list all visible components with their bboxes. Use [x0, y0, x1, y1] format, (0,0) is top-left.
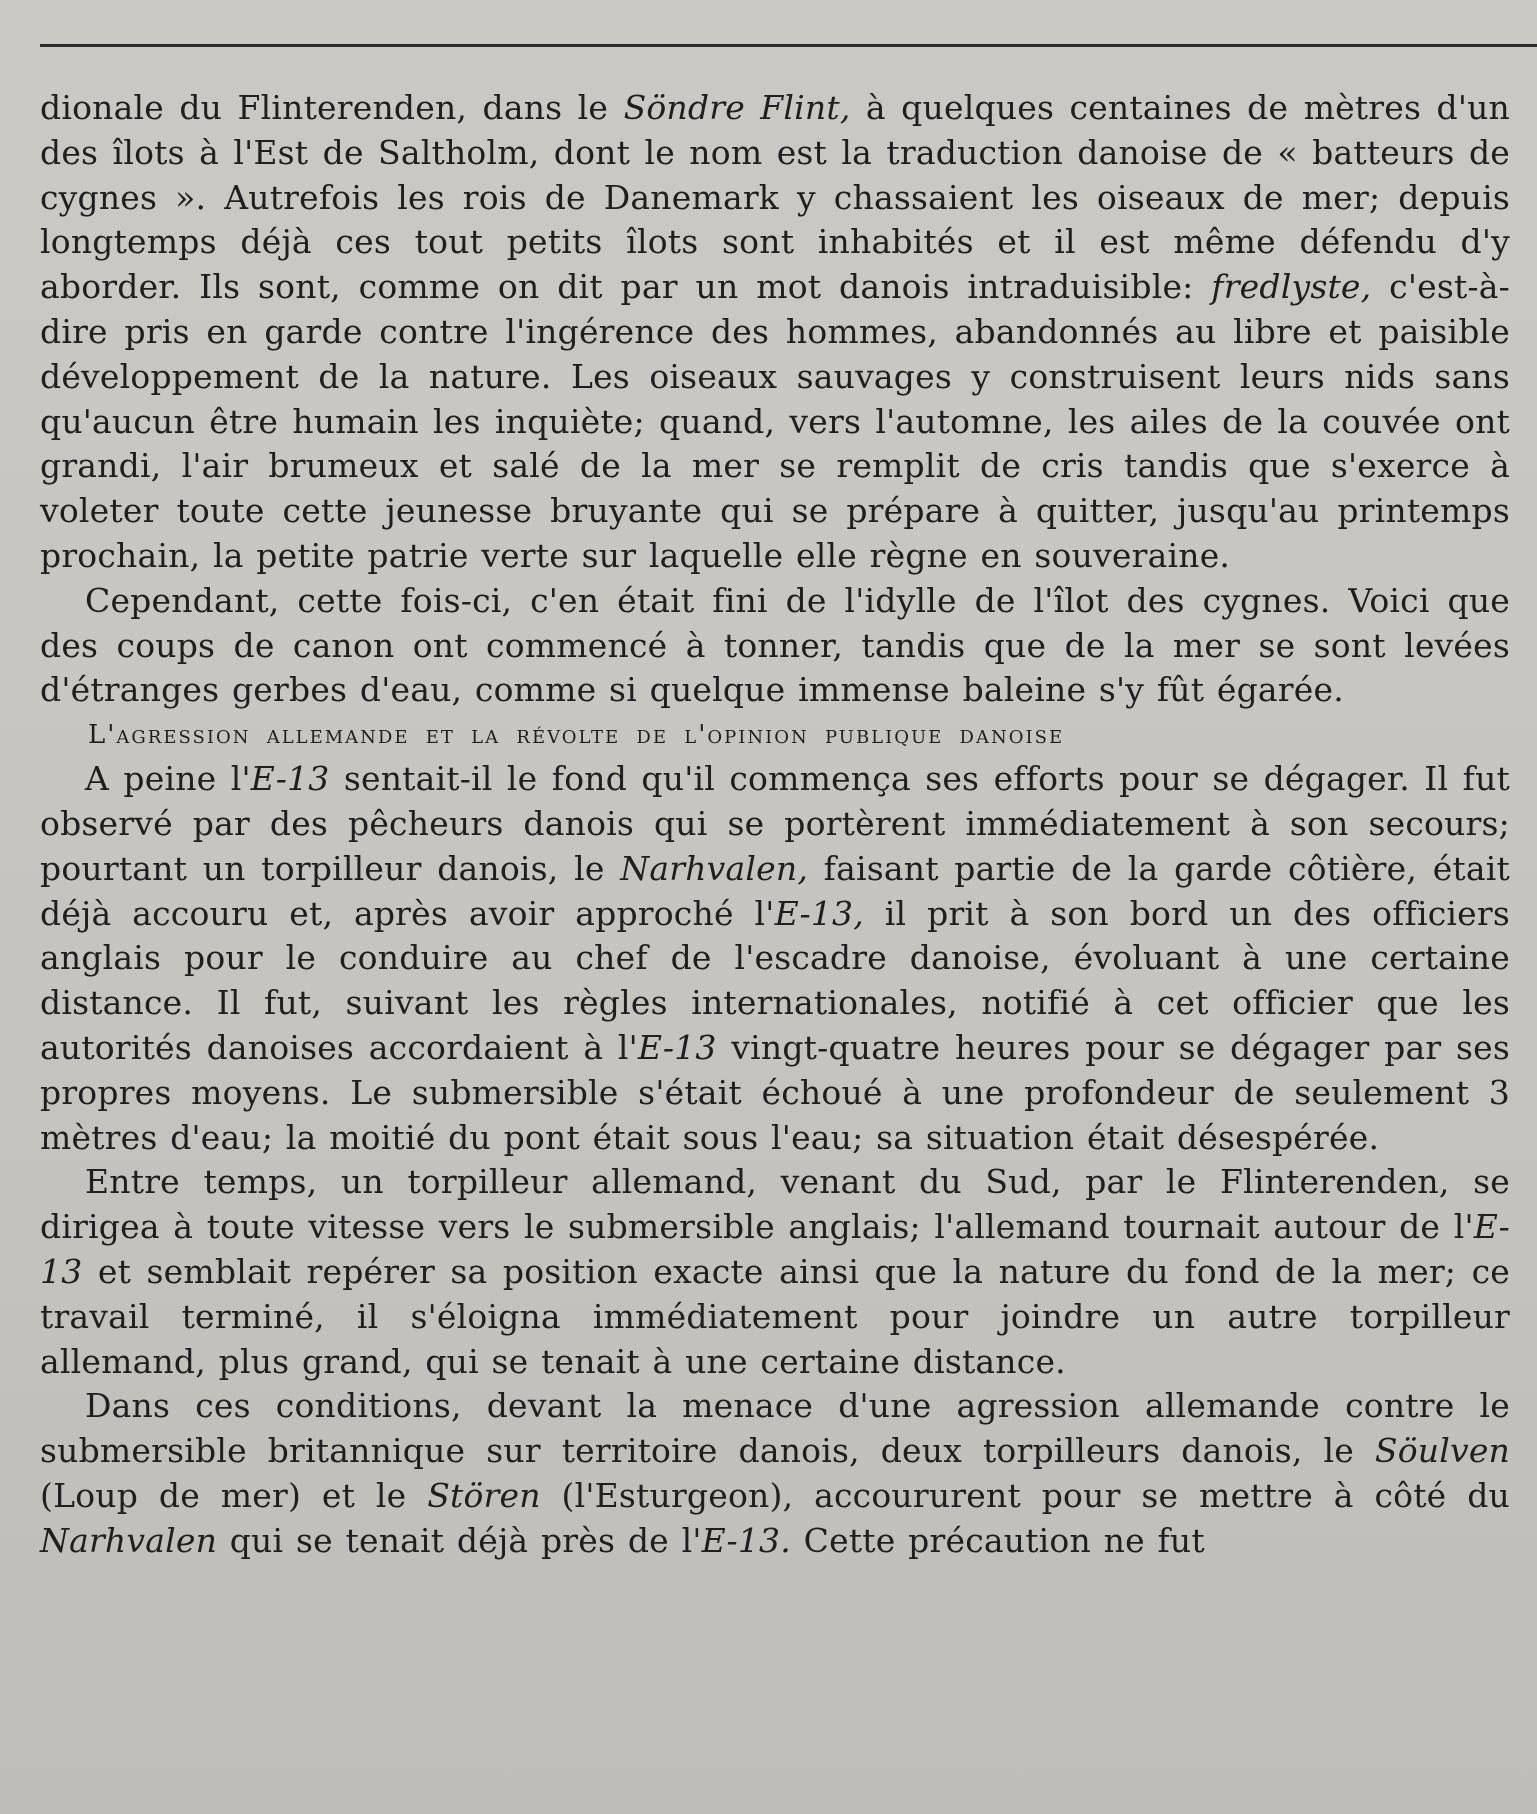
- top-rule: [40, 44, 1537, 47]
- paragraph-cependant: Cependant, cette fois-ci, c'en était fini de l'idylle de l'îlot des cygnes. Voici que des coups de canon ont commencé à tonner, tandis que de la mer se sont levées d'étranges gerbes d'eau, comme si quelque immense baleine s'y fût égarée.: [40, 580, 1510, 710]
- paragraph-danish-torpedoes: Dans ces conditions, devant la menace d'une agression allemande contre le submersible britannique sur territoire danois, deux torpilleurs danois, le Söulven (Loup de mer) et le Stören (l'Esturgeon), accoururent pour se mettre à côté du Narhvalen qui se tenait déjà près de l'E-13. Cette précaution ne fut: [40, 1386, 1511, 1560]
- paragraph-german-torpedo: Entre temps, un torpilleur allemand, venant du Sud, par le Flinterenden, se dirigea à toute vitesse vers le submersible anglais; l'allemand tournait autour de l'E-13 et semblait repérer sa position exacte ainsi que la nature du fond de la mer; ce travail terminé, il s'éloigna immédiatement pour joindre un autre torpilleur allemand, plus grand, qui se tenait à une certaine distance.: [40, 1162, 1510, 1381]
- paragraph-e13-aground: A peine l'E-13 sentait-il le fond qu'il commença ses efforts pour se dégager. Il fut observé par des pêcheurs danois qui se portèrent immédiatement à son secours; pourtant un torpilleur danois, le Narhvalen, faisant partie de la garde côtière, était déjà accouru et, après avoir approché l'E-13, il prit à son bord un des officiers anglais pour le conduire au chef de l'escadre danoise, évoluant à une certaine distance. Il fut, suivant les règles internationales, notifié à cet officier que les autorités danoises accordaient à l'E-13 vingt-quatre heures pour se dégager par ses propres moyens. Le submersible s'était échoué à une profondeur de seulement 3 mètres d'eau; la moitié du pont était sous l'eau; sa situation était désespérée.: [40, 759, 1511, 1157]
- paragraph-continued: dionale du Flinterenden, dans le Söndre Flint, à quelques centaines de mètres d'un des îlots à l'Est de Saltholm, dont le nom est la traduction danoise de « batteurs de cygnes ». Autrefois les rois de Danemark y chassaient les oiseaux de mer; depuis longtemps déjà ces tout petits îlots sont inhabités et il est même défendu d'y aborder. Ils sont, comme on dit par un mot danois intraduisible: fredlyste, c'est-à-dire pris en garde contre l'ingérence des hommes, abandonnés au libre et paisible développement de la nature. Les oiseaux sauvages y construisent leurs nids sans qu'aucun être humain les inquiète; quand, vers l'automne, les ailes de la couvée ont grandi, l'air brumeux et salé de la mer se remplit de cris tandis que s'exerce à voleter toute cette jeunesse bruyante qui se prépare à quitter, jusqu'au printemps prochain, la petite patrie verte sur laquelle elle règne en souveraine.: [40, 88, 1511, 575]
- section-heading: L'agression allemande et la révolte de l'opinion publique danoise: [88, 720, 1065, 751]
- page-body: [40, 86, 1510, 1564]
